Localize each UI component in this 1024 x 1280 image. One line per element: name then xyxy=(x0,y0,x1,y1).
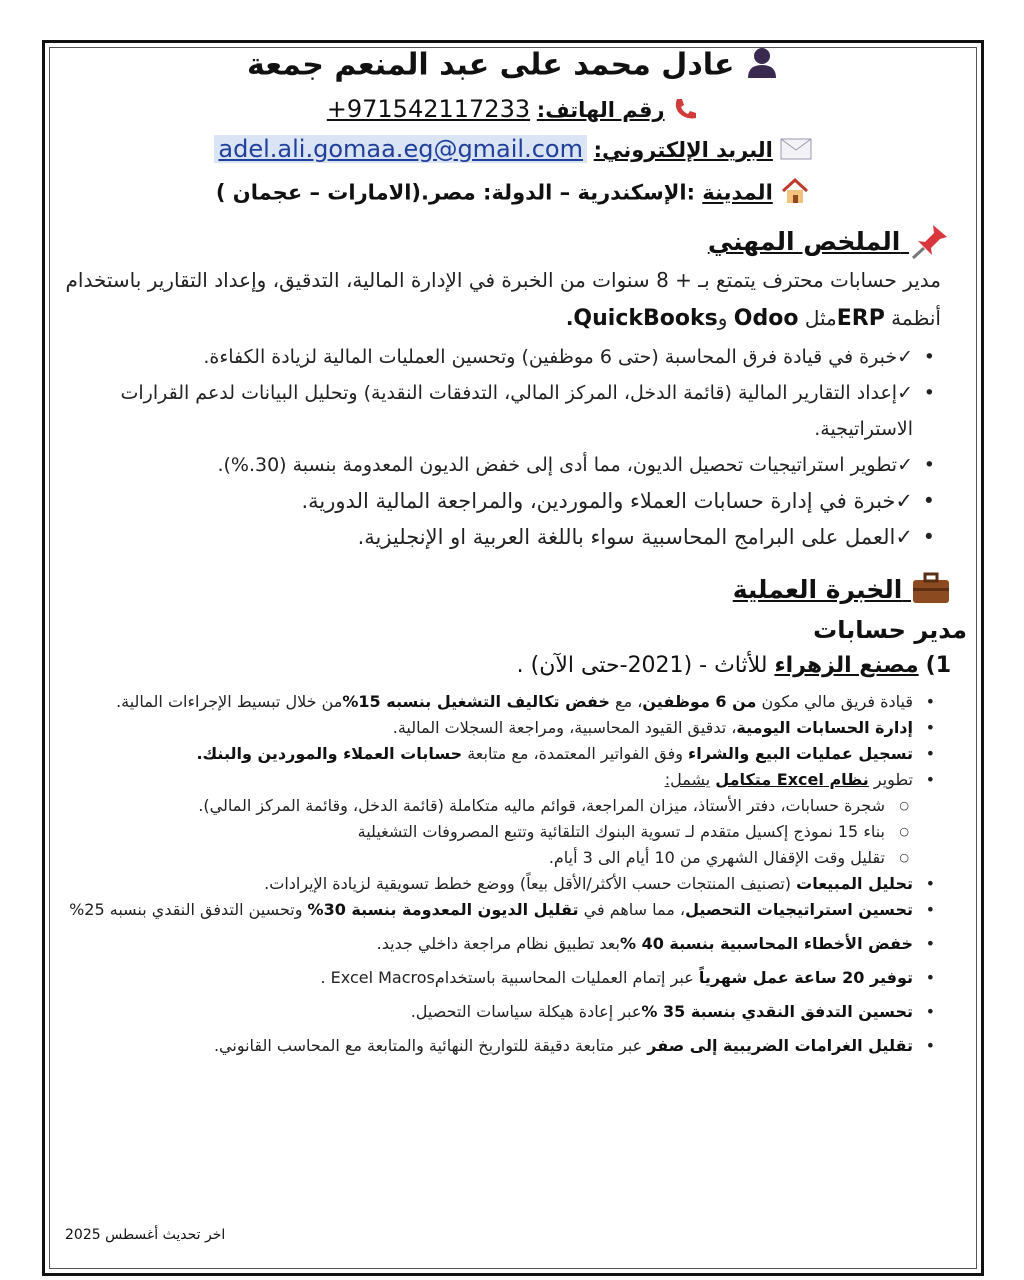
exp-subitem: ○ شجرة حسابات، دفتر الأستاذ، ميزان المراجعة، قوائم ماليه متكاملة (قائمة الدخل، وقائمة المركز المالي). xyxy=(65,793,885,819)
city-value: :الإسكندرية – الدولة: مصر.(الامارات – عجمان ) xyxy=(215,180,695,205)
briefcase-icon xyxy=(911,571,951,611)
summary-item: • ✓خبرة في إدارة حسابات العملاء والموردين، والمراجعة المالية الدورية. xyxy=(65,483,913,519)
intro-odoo: Odoo xyxy=(733,306,799,331)
job-role: مدير حسابات xyxy=(813,616,967,644)
exp-item: • توفير 20 ساعة عمل شهرياً عبر إتمام العمليات المحاسبية باستخدامExcel Macros . xyxy=(65,965,913,991)
exp-subitem: ○ بناء 15 نموذج إكسيل متقدم لـ تسوية البنوك التلقائية وتتبع المصروفات التشغيلية xyxy=(65,819,885,845)
exp-item: • تسجيل عمليات البيع والشراء وفق الفواتير المعتمدة، مع متابعة حسابات العملاء والموردين والبنك. xyxy=(65,741,913,767)
phone-line xyxy=(45,95,981,127)
envelope-icon xyxy=(780,138,812,165)
summary-item: • ✓تطوير استراتيجيات تحصيل الديون، مما أدى إلى خفض الديون المعدومة بنسبة (30.%). xyxy=(65,447,913,483)
pushpin-icon xyxy=(909,221,951,265)
company-number: 1) xyxy=(925,653,951,678)
exp-item: • تحسين استراتيجيات التحصيل، مما ساهم في تقليل الديون المعدومة بنسبة 30% وتحسين التدفق النقدي بنسبه 25% xyxy=(65,897,913,923)
last-updated: اخر تحديث أغسطس 2025 xyxy=(65,1227,226,1243)
experience-title: الخبرة العملية xyxy=(732,575,903,604)
exp-item: • تقليل الغرامات الضريبية إلى صفر عبر متابعة دقيقة للتواريخ النهائية والمتابعة مع المحاسب القانوني. xyxy=(65,1033,913,1059)
email-line xyxy=(45,135,981,165)
phone-number[interactable]: +971542117233 xyxy=(326,95,531,123)
intro-systems-word: أنظمة xyxy=(891,306,941,330)
phone-label: رقم الهاتف: xyxy=(536,98,665,122)
page-frame xyxy=(42,40,984,1276)
summary-item: • ✓إعداد التقارير المالية (قائمة الدخل، المركز المالي، التدفقات النقدية) وتحليل البيانات لدعم القرارات الاستراتيجية. xyxy=(65,375,913,447)
city-line xyxy=(45,177,981,210)
person-icon xyxy=(745,45,779,87)
exp-item: • خفض الأخطاء المحاسبية بنسبة 40 %بعد تطبيق نظام مراجعة داخلي جديد. xyxy=(65,931,913,957)
exp-item: • تحسين التدفق النقدي بنسبة 35 %عبر إعادة هيكلة سياسات التحصيل. xyxy=(65,999,913,1025)
company-line xyxy=(517,653,951,678)
intro-quickbooks: QuickBooks xyxy=(573,306,718,331)
candidate-name: عادل محمد على عبد المنعم جمعة xyxy=(247,47,735,83)
intro-and: و xyxy=(717,306,728,330)
candidate-name-line xyxy=(45,45,981,87)
exp-subitem: ○ تقليل وقت الإقفال الشهري من 10 أيام الى 3 أيام. xyxy=(65,845,885,871)
experience-heading xyxy=(733,571,951,611)
phone-icon xyxy=(671,96,699,127)
city-label: المدينة xyxy=(702,180,773,205)
summary-item: • ✓خبرة في قيادة فرق المحاسبة (حتى 6 موظفين) وتحسين العمليات المالية لزيادة الكفاءة. xyxy=(65,339,913,375)
exp-item: • إدارة الحسابات اليومية، تدقيق القيود المحاسبية، ومراجعة السجلات المالية. xyxy=(65,715,913,741)
intro-like-word: مثل xyxy=(804,306,837,330)
exp-item: • تحليل المبيعات (تصنيف المنتجات حسب الأكثر/الأقل بيعاً) ووضع خطط تسويقية لزيادة الإيرادات. xyxy=(65,871,913,897)
company-name: مصنع الزهراء xyxy=(774,653,919,678)
summary-intro-line1: مدير حسابات محترف يتمتع بـ + 8 سنوات من الخبرة في الإدارة المالية، التدقيق، وإعداد التقارير باستخدام xyxy=(65,268,941,292)
summary-intro xyxy=(65,261,941,338)
intro-erp: ERP xyxy=(836,306,885,331)
company-rest: للأثاث - (2021-حتى الآن) . xyxy=(516,653,768,678)
summary-title: الملخص المهني xyxy=(707,227,901,256)
experience-bullets xyxy=(65,689,941,1059)
email-link[interactable]: adel.ali.gomaa.eg@gmail.com xyxy=(214,135,587,163)
summary-item: • ✓العمل على البرامج المحاسبية سواء باللغة العربية او الإنجليزية. xyxy=(65,519,913,555)
email-label: البريد الإلكتروني: xyxy=(593,138,773,162)
summary-heading xyxy=(708,221,951,265)
house-icon xyxy=(780,177,810,210)
summary-bullets xyxy=(65,339,941,555)
summary-intro-line2: أنظمة ERPمثل Odoo وQuickBooks. xyxy=(565,306,941,331)
exp-item: • تطوير نظام Excel متكامل يشمل: ○ شجرة حسابات، دفتر الأستاذ، ميزان المراجعة، قوائم ماليه متكاملة (قائمة الدخل، وقائمة المركز المالي). ○ بناء 15 نموذج إكسيل متقدم لـ تسوية البنوك التلقائية وتتبع المصروفات التشغيلية ○ تقليل وقت الإقفال الشهري من 10 أيام الى 3 أيام. xyxy=(65,767,913,871)
excel-system-subitems xyxy=(65,793,913,871)
exp-item: • قيادة فريق مالي مكون من 6 موظفين، مع خفض تكاليف التشغيل بنسبه 15%من خلال تبسيط الإجراءات المالية. xyxy=(65,689,913,715)
